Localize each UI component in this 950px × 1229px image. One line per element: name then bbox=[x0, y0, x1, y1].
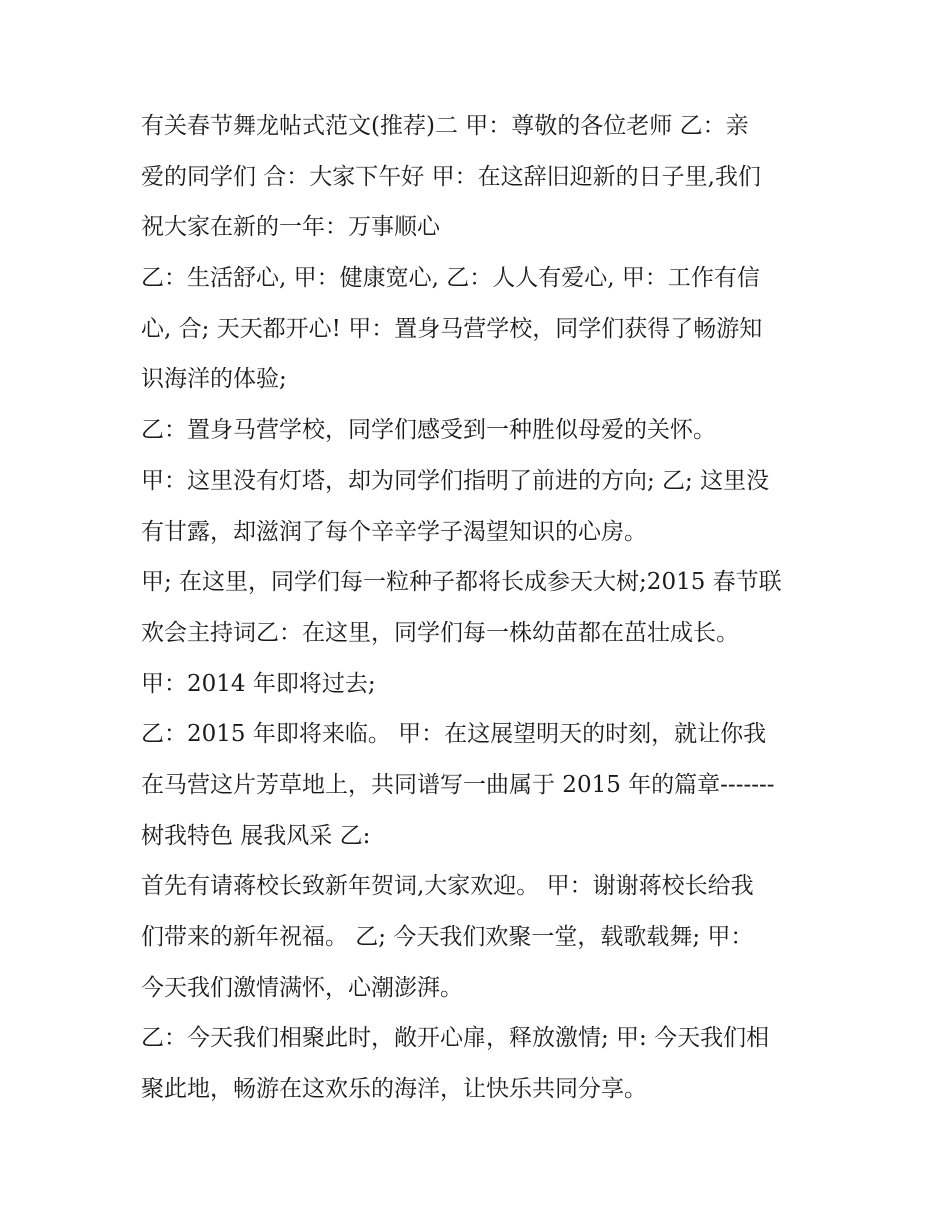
text-line: 心, 合; 天天都开心! 甲：置身马营学校，同学们获得了畅游知 bbox=[141, 315, 763, 342]
text-line: 首先有请蒋校长致新年贺词,大家欢迎。 甲：谢谢蒋校长给我 bbox=[141, 873, 754, 900]
text-line: 在马营这片芳草地上，共同谱写一曲属于 2015 年的篇章------- bbox=[141, 771, 775, 798]
text-line: 有关春节舞龙帖式范文(推荐)二 甲：尊敬的各位老师 乙：亲 bbox=[141, 113, 749, 139]
text-line: 甲; 在这里，同学们每一粒种子都将长成参天大树;2015 春节联 bbox=[141, 569, 782, 596]
document-body bbox=[141, 101, 821, 1115]
text-line: 乙：今天我们相聚此时，敞开心扉，释放激情; 甲: 今天我们相 bbox=[141, 1025, 770, 1052]
text-line: 爱的同学们 合：大家下午好 甲：在这辞旧迎新的日子里,我们 bbox=[141, 163, 761, 190]
text-line: 乙：生活舒心, 甲：健康宽心, 乙：人人有爱心, 甲：工作有信 bbox=[141, 265, 760, 292]
text-line: 有甘露，却滋润了每个辛辛学子渴望知识的心房。 bbox=[141, 518, 647, 545]
text-line: 乙：置身马营学校，同学们感受到一种胜似母爱的关怀。 bbox=[141, 417, 716, 444]
text-line: 树我特色 展我风采 乙: bbox=[141, 822, 371, 849]
text-line: 们带来的新年祝福。 乙; 今天我们欢聚一堂，载歌载舞; 甲： bbox=[141, 924, 754, 950]
text-line: 甲：2014 年即将过去; bbox=[141, 670, 376, 697]
text-line: 聚此地，畅游在这欢乐的海洋，让快乐共同分享。 bbox=[141, 1076, 647, 1103]
text-line: 乙：2015 年即将来临。 甲：在这展望明天的时刻，就让你我 bbox=[141, 721, 767, 748]
text-line: 识海洋的体验; bbox=[141, 366, 287, 393]
text-line: 今天我们激情满怀，心潮澎湃。 bbox=[141, 974, 463, 1001]
text-line: 欢会主持词乙：在这里，同学们每一株幼苗都在茁壮成长。 bbox=[141, 619, 739, 646]
text-line: 祝大家在新的一年：万事顺心 bbox=[141, 214, 440, 241]
text-line: 甲：这里没有灯塔，却为同学们指明了前进的方向; 乙; 这里没 bbox=[141, 467, 770, 494]
